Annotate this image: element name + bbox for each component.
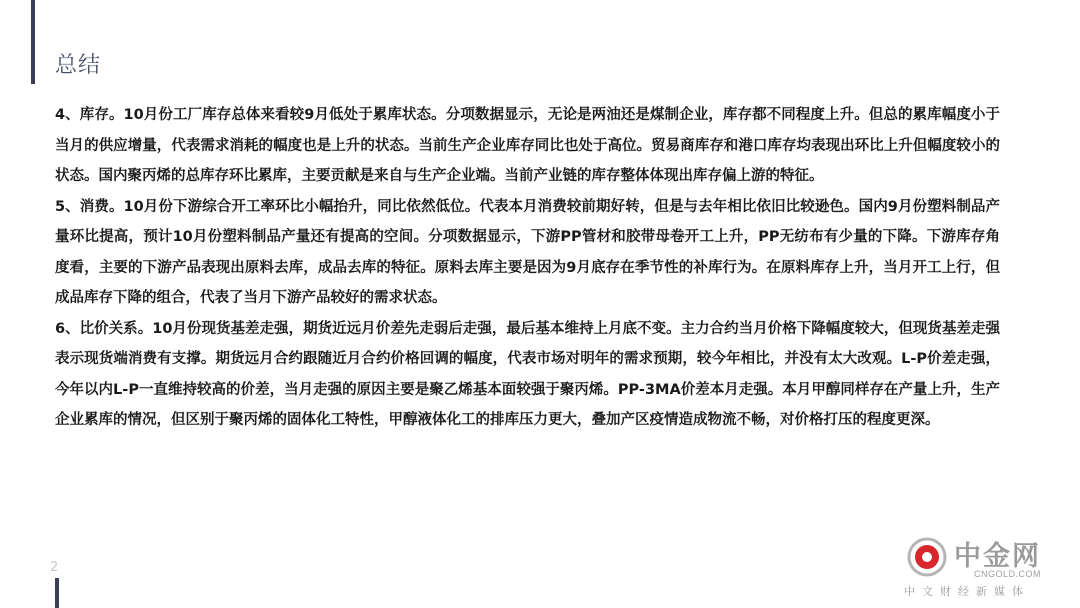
cngold-logo-icon: [906, 536, 948, 578]
paragraph-consumption: 5、消费。10月份下游综合开工率环比小幅抬升，同比依然低位。代表本月消费较前期好转，但是与去年相比依旧比较逊色。国内9月份塑料制品产量环比提高，预计10月份塑料制品产量还有提高的空间。分项数据显示，下游PP管材和胶带母卷开工上升，PP无纺布有少量的下降。下游库存角度看，主要的下游产品表现出原料去库，成品去库的特征。原料去库主要是因为9月底存在季节性的补库行为。在原料库存上升，当月开工上行，但成品库存下降的组合，代表了当月下游产品较好的需求状态。: [55, 198, 1000, 306]
slide-title: 总结: [55, 53, 102, 78]
watermark-name: 中金网: [954, 541, 1041, 572]
cngold-watermark: [896, 534, 1066, 602]
accent-bar-bottom: [55, 578, 59, 608]
accent-bar-top: [31, 0, 35, 84]
watermark-slogan: 中文财经新媒体: [904, 585, 1030, 598]
paragraph-inventory: 4、库存。10月份工厂库存总体来看较9月低处于累库状态。分项数据显示，无论是两油还是煤制企业，库存都不同程度上升。但总的累库幅度小于当月的供应增量，代表需求消耗的幅度也是上升的状态。当前生产企业库存同比也处于高位。贸易商库存和港口库存均表现出环比上升但幅度较小的状态。国内聚丙烯的总库存环比累库，主要贡献是来自与生产企业端。当前产业链的库存整体体现出库存偏上游的特征。: [55, 107, 1000, 184]
watermark-site: CNGOLD.COM: [974, 569, 1042, 579]
page-number: 2: [50, 560, 59, 575]
summary-content: [55, 100, 1000, 436]
paragraph-price-relations: 6、比价关系。10月份现货基差走强，期货近远月价差先走弱后走强，最后基本维持上月底不变。主力合约当月价格下降幅度较大，但现货基差走强表示现货端消费有支撑。期货远月合约跟随近月合约价格回调的幅度，代表市场对明年的需求预期，较今年相比，并没有太大改观。L-P价差走强，今年以内L-P一直维持较高的价差，当月走强的原因主要是聚乙烯基本面较强于聚丙烯。PP-3MA价差本月走强。本月甲醇同样存在产量上升，生产企业累库的情况，但区别于聚丙烯的固体化工特性，甲醇液体化工的排库压力更大，叠加产区疫情造成物流不畅，对价格打压的程度更深。: [55, 320, 1000, 428]
